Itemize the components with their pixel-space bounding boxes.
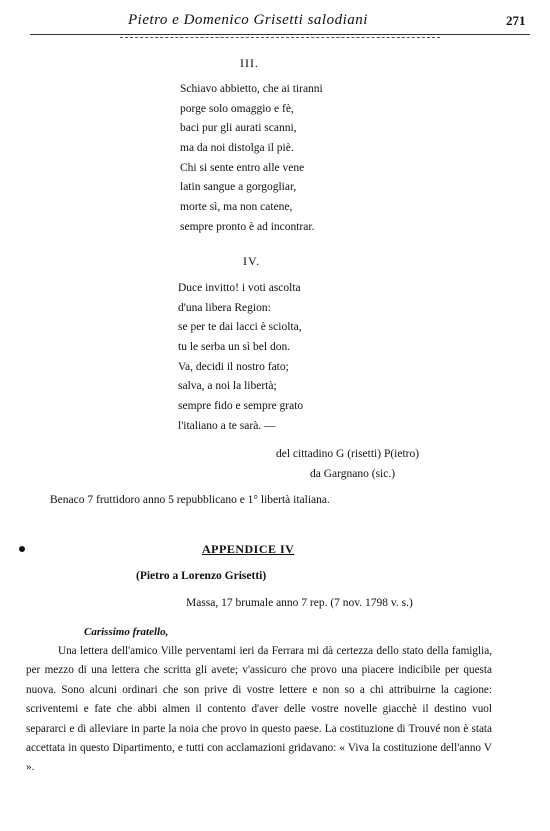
appendix-subtitle: (Pietro a Lorenzo Grisetti) bbox=[136, 570, 267, 582]
stanza-3-number: III. bbox=[240, 56, 259, 70]
margin-mark bbox=[19, 546, 25, 552]
running-header-title: Pietro e Domenico Grisetti salodiani bbox=[128, 12, 368, 28]
verse-line: Duce invitto! i voti ascolta bbox=[178, 282, 301, 294]
signature-place: da Gargnano (sic.) bbox=[310, 468, 396, 480]
verse-line: latin sangue a gorgogliar, bbox=[180, 181, 297, 194]
verse-line: Schiavo abbietto, che ai tiranni bbox=[180, 83, 323, 95]
verse-line: sempre pronto è ad incontrar. bbox=[180, 220, 315, 233]
verse-line: se per te dai lacci è sciolta, bbox=[178, 321, 302, 334]
verse-line: Chi si sente entro alle vene bbox=[180, 161, 305, 174]
header-rule bbox=[30, 34, 530, 35]
stanza-3 bbox=[180, 80, 323, 238]
stanza-4-number: IV. bbox=[243, 254, 261, 268]
verse-line: porge solo omaggio e fè, bbox=[180, 102, 294, 115]
dateline: Benaco 7 fruttidoro anno 5 repubblicano e 1° libertà italiana. bbox=[50, 494, 330, 506]
verse-line: Va, decidi il nostro fato; bbox=[178, 360, 289, 373]
letter-date: Massa, 17 brumale anno 7 rep. (7 nov. 1798 v. s.) bbox=[186, 597, 413, 609]
page-number: 271 bbox=[506, 13, 526, 28]
letter-salutation: Carissimo fratello, bbox=[84, 626, 169, 638]
verse-line: l'italiano a te sarà. — bbox=[178, 419, 276, 432]
stanza-4 bbox=[178, 279, 303, 437]
appendix-title: APPENDICE IV bbox=[202, 542, 295, 556]
verse-line: salva, a noi la libertà; bbox=[178, 380, 277, 393]
verse-line: baci pur gli aurati scanni, bbox=[180, 122, 297, 135]
header-ornament-rule bbox=[120, 37, 440, 38]
verse-line: ma da noi distolga il piè. bbox=[180, 142, 294, 155]
verse-line: morte sì, ma non catene, bbox=[180, 201, 293, 214]
letter-body: Una lettera dell'amico Ville perventami ieri da Ferrara mi dà certezza dello stato della famiglia, per mezzo di una lettera che scritta gli avete; v'assicuro che provo una piacere indicibile per questa nuova. Sono alcuni ordinari che son prive di vostre lettere e non so a chi attribuirne la cagione: scriventemi e fate che abbi almen il contento d'aver delle vostre novelle giacchè il destino vuol separarci e di alleviare in parte la noia che provo in questo paese. La costituzione di Trouvé non è stata accettata in questo Dipartimento, e tutti con acclamazioni gridavano: « Viva la costituzione dell'anno V ». bbox=[26, 645, 492, 774]
verse-line: sempre fido e sempre grato bbox=[178, 400, 304, 413]
signature-name: del cittadino G (risetti) P(ietro) bbox=[276, 448, 420, 460]
verse-line: tu le serba un sì bel don. bbox=[178, 341, 291, 354]
verse-line: d'una libera Region: bbox=[178, 301, 271, 314]
